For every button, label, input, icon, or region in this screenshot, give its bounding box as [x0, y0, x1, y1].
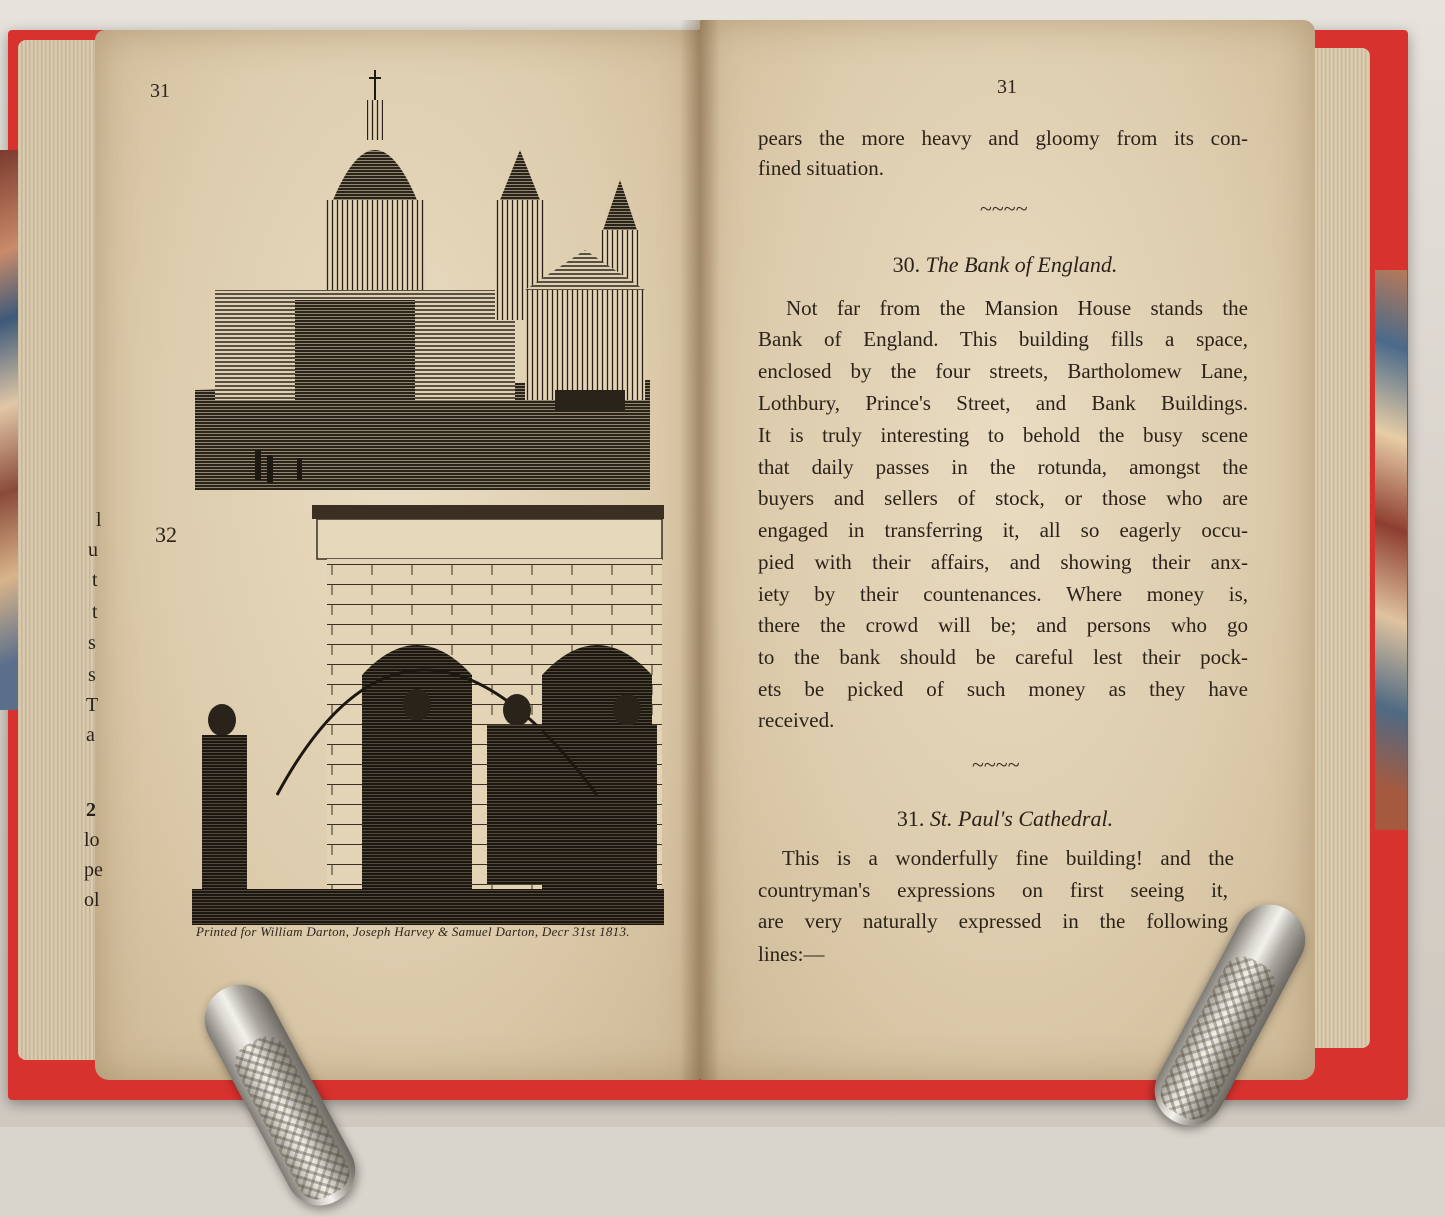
gateway-children-engraving: [192, 505, 664, 925]
intro-line: fined situation.: [758, 156, 884, 180]
clipped-letter: t: [92, 569, 98, 591]
plate-number: 32: [155, 522, 177, 547]
marbled-endpaper-right: [1375, 270, 1407, 830]
section-heading-bank: [760, 252, 1250, 278]
section-number: 30.: [892, 252, 921, 277]
clipped-letter: a: [86, 724, 95, 746]
section-title: St. Paul's Cathedral.: [929, 806, 1114, 831]
ornament-flourish: ~~~~: [980, 196, 1028, 221]
engraving-imprint: Printed for William Darton, Joseph Harvey & Samuel Darton, Decr 31st 1813.: [196, 924, 630, 939]
section-heading-st-pauls: [760, 806, 1250, 832]
clipped-letter: s: [88, 632, 96, 654]
clipped-letter: pe: [84, 859, 103, 881]
body-line: This is a wonderfully fine building! and the: [782, 846, 1234, 870]
body-line: there the crowd will be; and persons who go: [758, 613, 1248, 637]
section-title: The Bank of England.: [925, 252, 1118, 277]
body-line: pied with their affairs, and showing their anx-: [758, 550, 1248, 574]
body-line: countryman's expressions on first seeing it,: [758, 878, 1228, 902]
clipped-letter: lo: [84, 829, 100, 851]
left-page-number: 31: [150, 80, 170, 102]
intro-line: pears the more heavy and gloomy from its con-: [758, 126, 1248, 150]
body-line: are very naturally expressed in the following: [758, 909, 1228, 933]
ornament-flourish: ~~~~: [972, 752, 1020, 777]
body-line: Bank of England. This building fills a space,: [758, 327, 1248, 351]
body-line: lines:—: [758, 942, 825, 966]
clipped-letter: 2: [86, 799, 96, 821]
book-gutter: [680, 20, 720, 1080]
right-page-number: 31: [997, 76, 1017, 98]
body-line: engaged in transferring it, all so eagerly occu-: [758, 518, 1248, 542]
body-line: Lothbury, Prince's Street, and Bank Buildings.: [758, 391, 1248, 415]
body-line: enclosed by the four streets, Bartholomew Lane,: [758, 359, 1248, 383]
body-line: that daily passes in the rotunda, amongst the: [758, 455, 1248, 479]
clipped-letter: t: [92, 601, 98, 623]
section-number: 31.: [896, 806, 925, 831]
body-line: It is truly interesting to behold the busy scene: [758, 423, 1248, 447]
clipped-letter: ol: [84, 889, 100, 911]
body-line: Not far from the Mansion House stands the: [786, 296, 1248, 320]
clipped-letter: l: [96, 509, 102, 531]
body-line: to the bank should be careful lest their pock-: [758, 645, 1248, 669]
body-line: ets be picked of such money as they have: [758, 677, 1248, 701]
clipped-letter: T: [86, 694, 99, 716]
body-line: received.: [758, 708, 835, 732]
body-line: iety by their countenances. Where money is,: [758, 582, 1248, 606]
body-line: buyers and sellers of stock, or those who are: [758, 486, 1248, 510]
clipped-letter: u: [88, 539, 98, 561]
clipped-letter: s: [88, 664, 96, 686]
st-pauls-cathedral-engraving: [195, 60, 650, 490]
